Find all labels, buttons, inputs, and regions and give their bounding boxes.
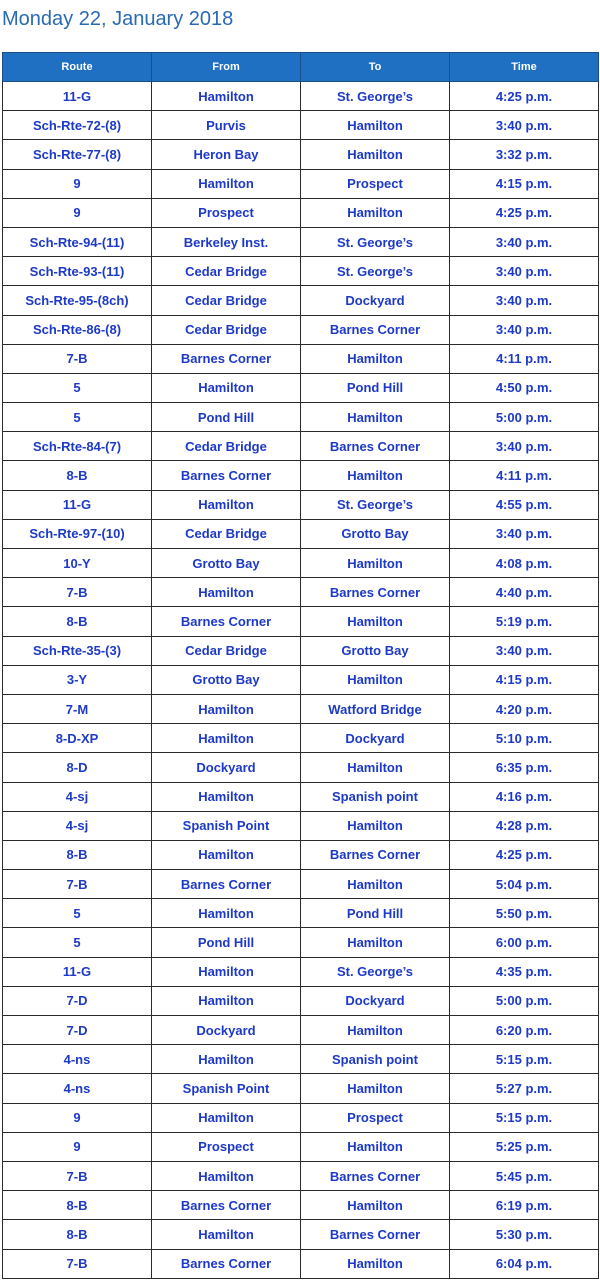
cell-time: 6:20 p.m. (450, 1016, 599, 1045)
cell-time: 5:15 p.m. (450, 1045, 599, 1074)
cell-route: 11-G (3, 490, 152, 519)
cell-from: Hamilton (152, 490, 301, 519)
table-row (3, 1191, 599, 1220)
table-row (3, 82, 599, 111)
header-row (3, 53, 599, 82)
cell-to: Hamilton (301, 928, 450, 957)
cell-time: 5:27 p.m. (450, 1074, 599, 1103)
table-row (3, 461, 599, 490)
cell-to: Dockyard (301, 724, 450, 753)
table-row (3, 1220, 599, 1249)
cell-time: 5:45 p.m. (450, 1161, 599, 1190)
cell-from: Spanish Point (152, 811, 301, 840)
cell-route: 5 (3, 373, 152, 402)
cell-to: Hamilton (301, 1016, 450, 1045)
cell-route: 4-sj (3, 782, 152, 811)
table-row (3, 899, 599, 928)
cell-to: Hamilton (301, 870, 450, 899)
cell-time: 4:50 p.m. (450, 373, 599, 402)
cell-from: Hamilton (152, 694, 301, 723)
cell-from: Hamilton (152, 1220, 301, 1249)
cell-from: Hamilton (152, 899, 301, 928)
cell-route: 5 (3, 928, 152, 957)
table-row (3, 870, 599, 899)
cell-time: 5:19 p.m. (450, 607, 599, 636)
cell-route: Sch-Rte-72-(8) (3, 111, 152, 140)
table-row (3, 549, 599, 578)
cell-from: Hamilton (152, 578, 301, 607)
cell-to: Hamilton (301, 753, 450, 782)
cell-to: St. George’s (301, 82, 450, 111)
cell-time: 4:25 p.m. (450, 82, 599, 111)
cell-time: 4:20 p.m. (450, 694, 599, 723)
cell-to: Grotto Bay (301, 636, 450, 665)
cell-route: 7-B (3, 344, 152, 373)
cell-time: 4:15 p.m. (450, 169, 599, 198)
cell-route: 7-D (3, 986, 152, 1015)
cell-time: 4:40 p.m. (450, 578, 599, 607)
cell-route: 8-B (3, 840, 152, 869)
cell-route: 4-ns (3, 1074, 152, 1103)
cell-to: Barnes Corner (301, 1220, 450, 1249)
table-row (3, 928, 599, 957)
table-row (3, 1045, 599, 1074)
table-row (3, 344, 599, 373)
cell-time: 4:11 p.m. (450, 461, 599, 490)
cell-to: Hamilton (301, 811, 450, 840)
table-row (3, 373, 599, 402)
cell-route: 9 (3, 169, 152, 198)
cell-time: 5:00 p.m. (450, 403, 599, 432)
table-row (3, 315, 599, 344)
page-title: Monday 22, January 2018 (2, 8, 234, 30)
cell-route: 3-Y (3, 665, 152, 694)
cell-to: Barnes Corner (301, 432, 450, 461)
cell-time: 5:25 p.m. (450, 1132, 599, 1161)
table-row (3, 1161, 599, 1190)
cell-from: Hamilton (152, 82, 301, 111)
table-row (3, 403, 599, 432)
cell-time: 4:35 p.m. (450, 957, 599, 986)
cell-time: 4:08 p.m. (450, 549, 599, 578)
cell-from: Barnes Corner (152, 607, 301, 636)
cell-time: 5:00 p.m. (450, 986, 599, 1015)
column-header-from: From (152, 53, 301, 82)
cell-time: 4:15 p.m. (450, 665, 599, 694)
cell-to: Spanish point (301, 782, 450, 811)
cell-time: 5:04 p.m. (450, 870, 599, 899)
cell-to: Hamilton (301, 1249, 450, 1278)
cell-from: Berkeley Inst. (152, 227, 301, 256)
cell-from: Cedar Bridge (152, 286, 301, 315)
cell-from: Heron Bay (152, 140, 301, 169)
cell-time: 3:40 p.m. (450, 257, 599, 286)
table-row (3, 140, 599, 169)
cell-time: 5:10 p.m. (450, 724, 599, 753)
cell-time: 4:25 p.m. (450, 840, 599, 869)
cell-from: Cedar Bridge (152, 636, 301, 665)
cell-to: Dockyard (301, 286, 450, 315)
cell-time: 3:40 p.m. (450, 636, 599, 665)
cell-time: 6:00 p.m. (450, 928, 599, 957)
table-body (3, 82, 599, 1279)
cell-from: Cedar Bridge (152, 315, 301, 344)
cell-from: Purvis (152, 111, 301, 140)
cell-time: 6:19 p.m. (450, 1191, 599, 1220)
cell-from: Barnes Corner (152, 1249, 301, 1278)
cell-route: 7-B (3, 578, 152, 607)
cell-time: 4:55 p.m. (450, 490, 599, 519)
cell-from: Prospect (152, 198, 301, 227)
cell-time: 4:25 p.m. (450, 198, 599, 227)
cell-to: Prospect (301, 1103, 450, 1132)
cell-time: 3:32 p.m. (450, 140, 599, 169)
cell-time: 4:28 p.m. (450, 811, 599, 840)
cell-route: 7-B (3, 1161, 152, 1190)
cell-from: Hamilton (152, 724, 301, 753)
cell-to: Pond Hill (301, 899, 450, 928)
cell-to: Pond Hill (301, 373, 450, 402)
cell-time: 3:40 p.m. (450, 111, 599, 140)
cell-route: Sch-Rte-97-(10) (3, 519, 152, 548)
column-header-to: To (301, 53, 450, 82)
column-header-time: Time (450, 53, 599, 82)
table-row (3, 811, 599, 840)
cell-to: Hamilton (301, 1074, 450, 1103)
table-header (3, 53, 599, 82)
cell-to: Hamilton (301, 1132, 450, 1161)
cell-from: Hamilton (152, 1045, 301, 1074)
cell-route: 8-B (3, 1191, 152, 1220)
cell-time: 3:40 p.m. (450, 227, 599, 256)
cell-from: Barnes Corner (152, 870, 301, 899)
cell-to: Hamilton (301, 403, 450, 432)
cell-from: Spanish Point (152, 1074, 301, 1103)
table-row (3, 665, 599, 694)
cell-to: St. George’s (301, 957, 450, 986)
cell-to: Spanish point (301, 1045, 450, 1074)
table-row (3, 957, 599, 986)
cell-route: Sch-Rte-35-(3) (3, 636, 152, 665)
table-row (3, 753, 599, 782)
cell-from: Pond Hill (152, 403, 301, 432)
cell-to: Hamilton (301, 607, 450, 636)
table-row (3, 1132, 599, 1161)
table-row (3, 840, 599, 869)
cell-to: St. George’s (301, 490, 450, 519)
cell-to: Hamilton (301, 140, 450, 169)
cell-time: 6:04 p.m. (450, 1249, 599, 1278)
cell-route: 5 (3, 403, 152, 432)
cell-to: Barnes Corner (301, 840, 450, 869)
table-row (3, 1249, 599, 1278)
cell-time: 4:16 p.m. (450, 782, 599, 811)
cell-time: 3:40 p.m. (450, 286, 599, 315)
cell-to: Dockyard (301, 986, 450, 1015)
cell-from: Hamilton (152, 169, 301, 198)
cell-from: Hamilton (152, 840, 301, 869)
cell-route: Sch-Rte-77-(8) (3, 140, 152, 169)
cell-from: Prospect (152, 1132, 301, 1161)
cell-route: 7-D (3, 1016, 152, 1045)
cell-route: 8-D-XP (3, 724, 152, 753)
cell-to: Hamilton (301, 665, 450, 694)
cell-to: Hamilton (301, 549, 450, 578)
table-row (3, 724, 599, 753)
cell-route: 4-sj (3, 811, 152, 840)
cell-route: Sch-Rte-95-(8ch) (3, 286, 152, 315)
cell-time: 4:11 p.m. (450, 344, 599, 373)
cell-route: 11-G (3, 82, 152, 111)
table-row (3, 490, 599, 519)
table-row (3, 694, 599, 723)
cell-route: 5 (3, 899, 152, 928)
table-row (3, 111, 599, 140)
bus-schedule-table (2, 52, 599, 1279)
cell-route: 7-B (3, 1249, 152, 1278)
cell-route: 9 (3, 198, 152, 227)
cell-route: 9 (3, 1132, 152, 1161)
cell-time: 5:15 p.m. (450, 1103, 599, 1132)
table-row (3, 1016, 599, 1045)
table-row (3, 227, 599, 256)
cell-route: 8-B (3, 1220, 152, 1249)
cell-from: Cedar Bridge (152, 257, 301, 286)
cell-to: St. George’s (301, 227, 450, 256)
table-row (3, 1074, 599, 1103)
cell-time: 3:40 p.m. (450, 315, 599, 344)
cell-to: Hamilton (301, 198, 450, 227)
cell-time: 6:35 p.m. (450, 753, 599, 782)
table-row (3, 1103, 599, 1132)
cell-route: 11-G (3, 957, 152, 986)
cell-from: Cedar Bridge (152, 432, 301, 461)
cell-to: Prospect (301, 169, 450, 198)
cell-to: Hamilton (301, 111, 450, 140)
cell-from: Barnes Corner (152, 344, 301, 373)
cell-time: 5:30 p.m. (450, 1220, 599, 1249)
table-row (3, 519, 599, 548)
cell-from: Grotto Bay (152, 549, 301, 578)
cell-to: Grotto Bay (301, 519, 450, 548)
cell-to: St. George’s (301, 257, 450, 286)
cell-route: Sch-Rte-84-(7) (3, 432, 152, 461)
table-row (3, 986, 599, 1015)
cell-to: Barnes Corner (301, 1161, 450, 1190)
table-row (3, 607, 599, 636)
cell-from: Grotto Bay (152, 665, 301, 694)
cell-from: Hamilton (152, 957, 301, 986)
table-row (3, 286, 599, 315)
cell-from: Dockyard (152, 1016, 301, 1045)
cell-from: Hamilton (152, 373, 301, 402)
cell-to: Watford Bridge (301, 694, 450, 723)
table-row (3, 257, 599, 286)
cell-time: 5:50 p.m. (450, 899, 599, 928)
cell-from: Pond Hill (152, 928, 301, 957)
cell-from: Dockyard (152, 753, 301, 782)
cell-from: Cedar Bridge (152, 519, 301, 548)
cell-time: 3:40 p.m. (450, 432, 599, 461)
cell-route: 10-Y (3, 549, 152, 578)
cell-route: 7-B (3, 870, 152, 899)
cell-from: Hamilton (152, 782, 301, 811)
table-row (3, 169, 599, 198)
cell-to: Barnes Corner (301, 578, 450, 607)
cell-to: Barnes Corner (301, 315, 450, 344)
cell-route: 8-B (3, 607, 152, 636)
cell-from: Barnes Corner (152, 461, 301, 490)
cell-route: 9 (3, 1103, 152, 1132)
cell-from: Hamilton (152, 986, 301, 1015)
cell-route: 7-M (3, 694, 152, 723)
table-row (3, 198, 599, 227)
column-header-route: Route (3, 53, 152, 82)
cell-from: Barnes Corner (152, 1191, 301, 1220)
cell-to: Hamilton (301, 1191, 450, 1220)
cell-route: Sch-Rte-93-(11) (3, 257, 152, 286)
table-row (3, 578, 599, 607)
cell-from: Hamilton (152, 1103, 301, 1132)
cell-time: 3:40 p.m. (450, 519, 599, 548)
table-row (3, 432, 599, 461)
cell-route: Sch-Rte-86-(8) (3, 315, 152, 344)
cell-route: 8-B (3, 461, 152, 490)
table-row (3, 782, 599, 811)
cell-route: Sch-Rte-94-(11) (3, 227, 152, 256)
cell-route: 4-ns (3, 1045, 152, 1074)
cell-route: 8-D (3, 753, 152, 782)
cell-from: Hamilton (152, 1161, 301, 1190)
cell-to: Hamilton (301, 344, 450, 373)
table-row (3, 636, 599, 665)
cell-to: Hamilton (301, 461, 450, 490)
